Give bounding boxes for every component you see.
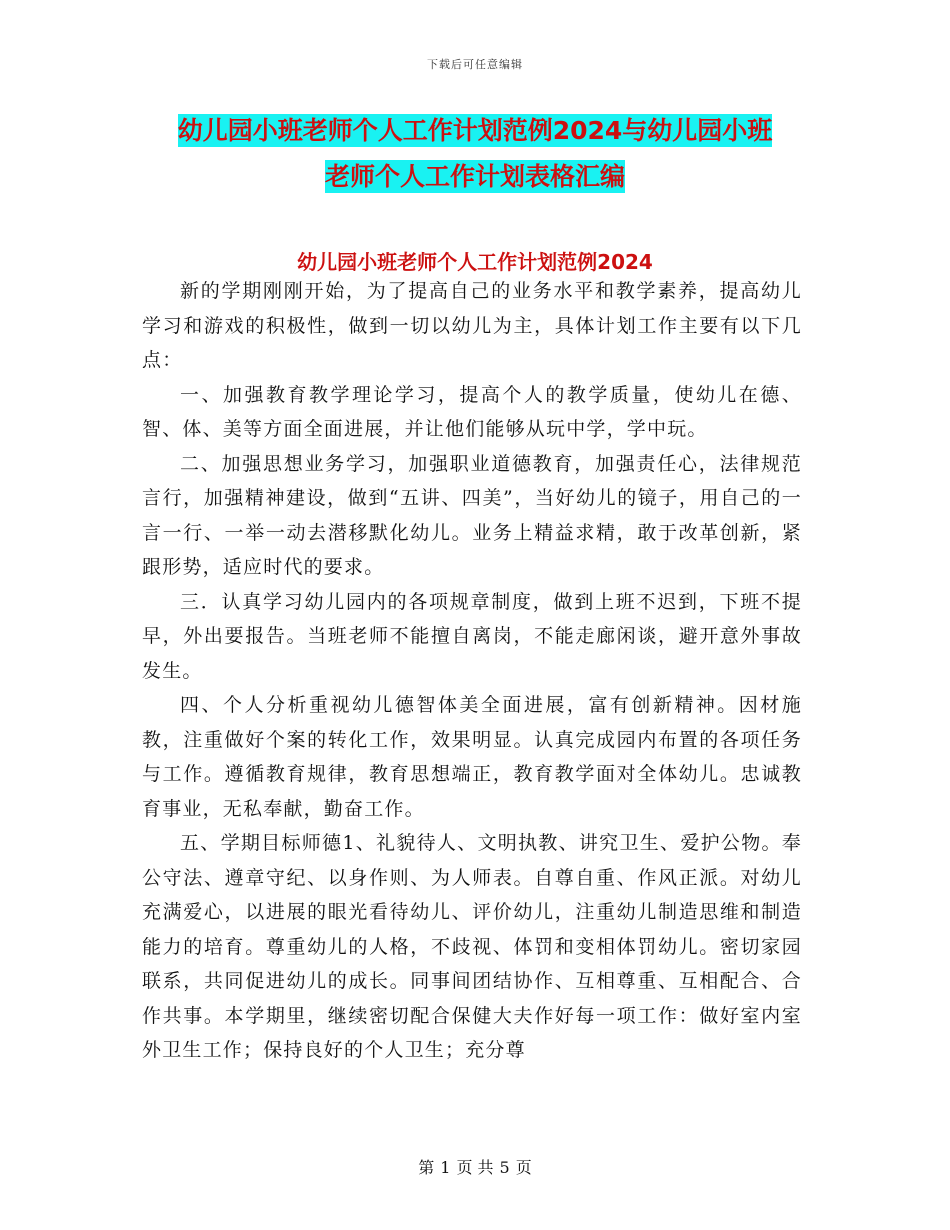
section-title: 幼儿园小班老师个人工作计划范例2024	[297, 250, 653, 274]
paragraph-1: 一、加强教育教学理论学习，提高个人的教学质量，使幼儿在德、智、体、美等方面全面进展，并让他们能够从玩中学，学中玩。	[142, 383, 802, 440]
title-line-1: 幼儿园小班老师个人工作计划范例2024与幼儿园小班	[177, 116, 773, 145]
body-text	[142, 274, 802, 1068]
paragraph-3: 三．认真学习幼儿园内的各项规章制度，做到上班不迟到，下班不提早，外出要报告。当班老师不能擅自离岗，不能走廊闲谈，避开意外事故发生。	[142, 590, 802, 682]
paragraph-5: 五、学期目标师德1、礼貌待人、文明执教、讲究卫生、爱护公物。奉公守法、遵章守纪、以身作则、为人师表。自尊自重、作风正派。对幼儿充满爱心，以进展的眼光看待幼儿、评价幼儿，注重幼儿制造思维和制造能力的培育。尊重幼儿的人格，不歧视、体罚和变相体罚幼儿。密切家园联系，共同促进幼儿的成长。同事间团结协作、互相尊重、互相配合、合作共事。本学期里，继续密切配合保健大夫作好每一项工作：做好室内室外卫生工作；保持良好的个人卫生；充分尊	[142, 832, 802, 1061]
footer-suffix: 页	[515, 1158, 532, 1177]
title-line-2: 老师个人工作计划表格汇编	[324, 162, 625, 191]
document-title	[0, 108, 950, 200]
footer-page-number: 1	[440, 1158, 451, 1177]
paragraph-intro: 新的学期刚刚开始，为了提高自己的业务水平和教学素养，提高幼儿学习和游戏的积极性，做到一切以幼儿为主，具体计划工作主要有以下几点：	[142, 280, 802, 371]
paragraph-2: 二、加强思想业务学习，加强职业道德教育，加强责任心，法律规范言行，加强精神建设，做到“五讲、四美”，当好幼儿的镜子，用自己的一言一行、一举一动去潜移默化幼儿。业务上精益求精，敢于改革创新，紧跟形势，适应时代的要求。	[142, 452, 802, 578]
footer-prefix: 第	[418, 1158, 435, 1177]
page-footer	[0, 1155, 950, 1178]
footer-mid: 页 共	[456, 1158, 494, 1177]
footer-total-pages: 5	[499, 1158, 510, 1177]
header-note: 下载后可任意编辑	[427, 58, 523, 71]
paragraph-4: 四、个人分析重视幼儿德智体美全面进展，富有创新精神。因材施教，注重做好个案的转化工作，效果明显。认真完成园内布置的各项任务与工作。遵循教育规律，教育思想端正，教育教学面对全体幼儿。忠诚教育事业，无私奉献，勤奋工作。	[142, 694, 802, 820]
